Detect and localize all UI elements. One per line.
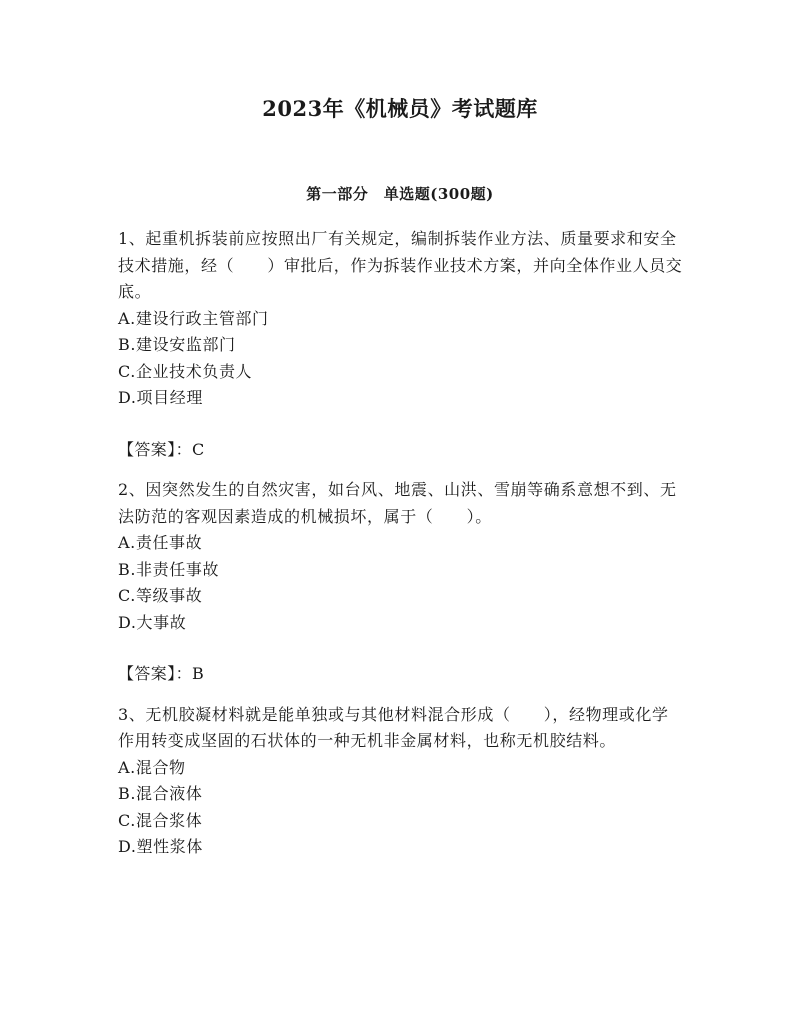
answer-label: 【答案】： — [118, 664, 193, 683]
question-text: 2、因突然发生的自然灾害，如台风、地震、山洪、雪崩等确系意想不到、无法防范的客观因素造成的机械损坏，属于（ ）。 — [118, 480, 677, 526]
answer-label: 【答案】： — [118, 439, 193, 459]
option-a: A.建设行政主管部门 — [118, 308, 269, 328]
question-2 — [118, 477, 684, 688]
option-c: C.企业技术负责人 — [118, 361, 253, 381]
question-3 — [118, 702, 684, 861]
question-text: 3、无机胶凝材料就是能单独或与其他材料混合形成（ ），经物理或化学作用转变成坚固的石状体的一种无机非金属材料，也称无机胶结料。 — [118, 704, 669, 750]
option-c: C.混合浆体 — [118, 810, 203, 830]
option-d: D.塑性浆体 — [118, 837, 203, 856]
document-title: 2023年《机械员》考试题库 — [262, 96, 538, 121]
answer-value: C — [192, 439, 205, 459]
answer-line — [118, 661, 684, 688]
option-d: D.大事故 — [118, 612, 187, 632]
answer-line — [118, 437, 684, 464]
section-title: 第一部分 单选题(300题) — [306, 185, 494, 203]
option-b: B.混合液体 — [118, 784, 203, 803]
question-text: 1、起重机拆装前应按照出厂有关规定，编制拆装作业方法、质量要求和安全技术措施，经（ ）审批后，作为拆装作业技术方案，并向全体作业人员交底。 — [118, 229, 683, 301]
option-a: A.混合物 — [118, 757, 186, 777]
question-1 — [118, 226, 684, 463]
option-b: B.非责任事故 — [118, 559, 220, 579]
option-b: B.建设安监部门 — [118, 335, 236, 354]
option-a: A.责任事故 — [118, 533, 203, 552]
option-c: C.等级事故 — [118, 586, 203, 605]
option-d: D.项目经理 — [118, 388, 203, 407]
question-list — [118, 226, 684, 861]
answer-value: B — [192, 664, 205, 683]
